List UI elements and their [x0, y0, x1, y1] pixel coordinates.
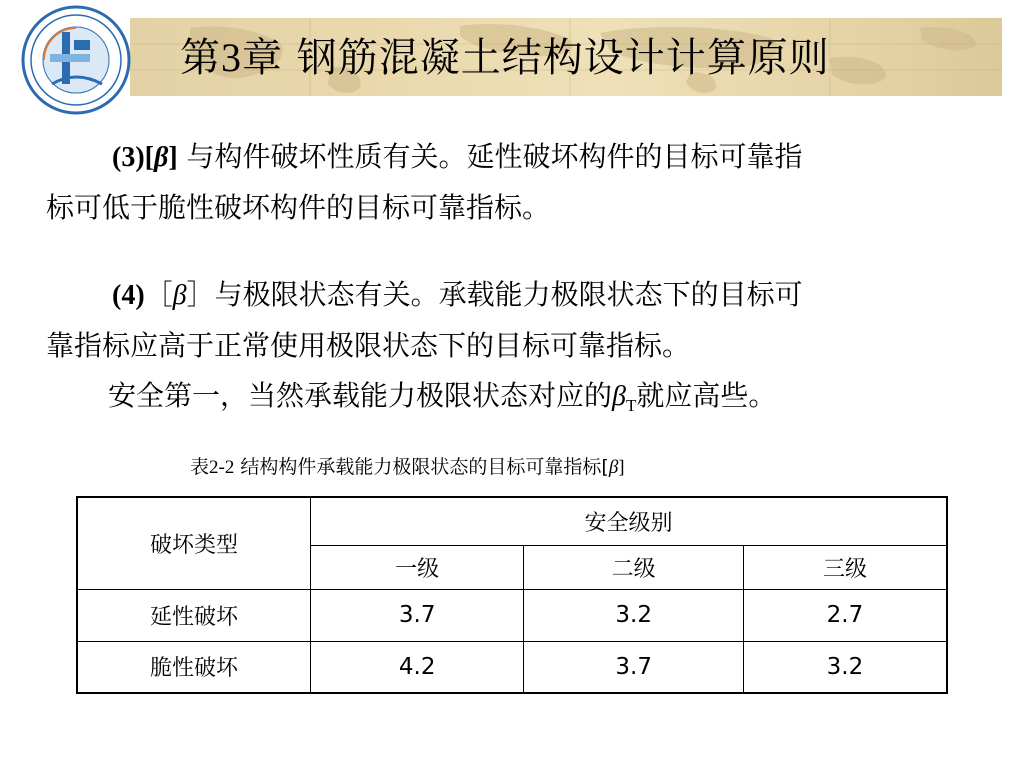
- row-failure-type: 脆性破坏: [77, 641, 310, 693]
- table-row: [77, 589, 947, 641]
- paragraph-4-line-2: 靠指标应高于正常使用极限状态下的目标可靠指标。: [46, 329, 691, 362]
- beta-symbol: β: [172, 280, 187, 311]
- university-logo: [20, 4, 132, 116]
- bracket-open: ［: [144, 278, 173, 311]
- reliability-index-table: [76, 496, 948, 694]
- paragraph-4: [46, 270, 966, 431]
- beta-subscript: T: [625, 396, 637, 415]
- table-cell: 3.2: [524, 589, 744, 641]
- paragraph-4-text-1: 与极限状态有关。承载能力极限状态下的目标可: [214, 278, 803, 311]
- page-title: [180, 24, 830, 92]
- header-level-1: 一级: [310, 545, 524, 589]
- row-failure-type: 延性破坏: [77, 589, 310, 641]
- caption-prefix: 表: [190, 456, 210, 478]
- paragraph-3-line-1: [46, 132, 966, 183]
- bracket-close: ］: [186, 278, 215, 311]
- table-cell: 3.2: [743, 641, 947, 693]
- paragraph-4-label: (4): [112, 280, 145, 311]
- paragraph-3: [46, 132, 966, 233]
- table-caption: [190, 452, 625, 479]
- caption-number: 2-2: [209, 457, 235, 478]
- paragraph-3-line-2: 标可低于脆性破坏构件的目标可靠指标。: [46, 191, 551, 224]
- paragraph-3-text-1: 与构件破坏性质有关。延性破坏构件的目标可靠指: [177, 140, 803, 173]
- title-chapter-number: 3: [221, 35, 242, 80]
- header-level-3: 三级: [743, 545, 947, 589]
- caption-beta: β: [608, 457, 619, 478]
- paragraph-4-line-3: [46, 371, 966, 431]
- table-header-row: [77, 497, 947, 545]
- table-cell: 3.7: [310, 589, 524, 641]
- paragraph-3-label: (3)[: [112, 142, 154, 173]
- paragraph-3-label-close: ]: [168, 142, 178, 173]
- paragraph-4-line-1: [46, 270, 966, 321]
- table-row: [77, 641, 947, 693]
- caption-text: 结构构件承载能力极限状态的目标可靠指标[: [234, 456, 609, 478]
- caption-close: ]: [618, 457, 625, 478]
- title-text: 章 钢筋混凝土结构设计计算原则: [242, 35, 830, 81]
- title-prefix: 第: [180, 35, 221, 81]
- header-level-2: 二级: [524, 545, 744, 589]
- header-failure-type: 破坏类型: [77, 497, 310, 589]
- beta-symbol: β: [153, 142, 169, 173]
- paragraph-4-text-3a: 安全第一，当然承载能力极限状态对应的: [108, 379, 613, 412]
- beta-symbol: β: [612, 381, 626, 412]
- table-cell: 3.7: [524, 641, 744, 693]
- header-safety-class: 安全级别: [310, 497, 947, 545]
- table-cell: 2.7: [743, 589, 947, 641]
- table-cell: 4.2: [310, 641, 524, 693]
- paragraph-4-text-3b: 就应高些。: [636, 379, 777, 412]
